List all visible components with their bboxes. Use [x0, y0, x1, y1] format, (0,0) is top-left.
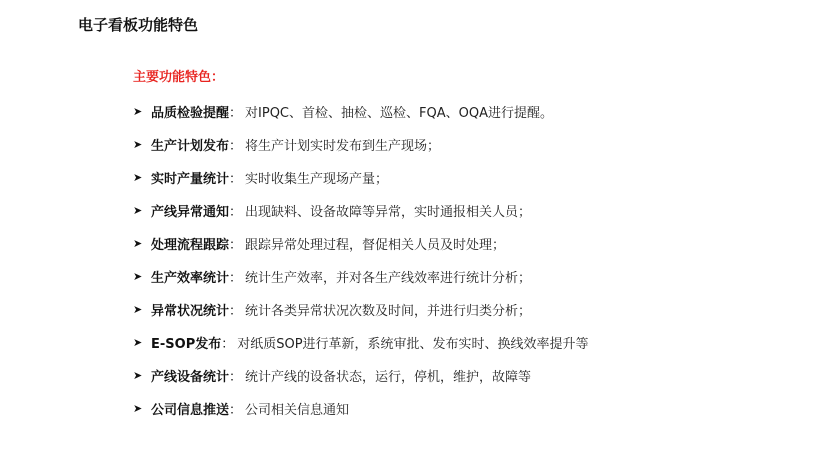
arrow-bullet-icon: ➤ — [133, 171, 143, 184]
feature-name: 实时产量统计 — [151, 172, 230, 187]
arrow-bullet-icon: ➤ — [133, 303, 143, 316]
feature-name: E-SOP发布 — [151, 337, 222, 352]
arrow-bullet-icon: ➤ — [133, 336, 143, 349]
feature-name: 产线设备统计 — [151, 370, 230, 385]
feature-description: 对IPQC、首检、抽检、巡检、FQA、OQA进行提醒。 — [245, 106, 553, 121]
arrow-bullet-icon: ➤ — [133, 237, 143, 250]
list-item — [133, 359, 589, 392]
feature-description: 统计生产效率，并对各生产线效率进行统计分析； — [245, 271, 532, 286]
feature-name: 处理流程跟踪 — [151, 238, 230, 253]
feature-list — [133, 95, 589, 425]
feature-separator: ： — [229, 403, 243, 418]
arrow-bullet-icon: ➤ — [133, 204, 143, 217]
feature-description: 公司相关信息通知 — [245, 403, 350, 418]
list-item — [133, 128, 589, 161]
feature-separator: ： — [229, 238, 243, 253]
feature-separator: ： — [229, 304, 243, 319]
list-item — [133, 194, 589, 227]
feature-name: 产线异常通知 — [151, 205, 230, 220]
feature-separator: ： — [229, 139, 243, 154]
feature-description: 统计各类异常状况次数及时间，并进行归类分析； — [245, 304, 532, 319]
feature-name: 公司信息推送 — [151, 403, 230, 418]
feature-separator: ： — [229, 106, 243, 121]
feature-description: 统计产线的设备状态，运行，停机，维护，故障等 — [245, 370, 532, 385]
feature-separator: ： — [229, 205, 243, 220]
arrow-bullet-icon: ➤ — [133, 270, 143, 283]
list-item — [133, 227, 589, 260]
arrow-bullet-icon: ➤ — [133, 138, 143, 151]
feature-separator: ： — [229, 370, 243, 385]
list-item — [133, 293, 589, 326]
feature-description: 实时收集生产现场产量； — [245, 172, 389, 187]
feature-name: 生产计划发布 — [151, 139, 230, 154]
list-item — [133, 260, 589, 293]
feature-description: 跟踪异常处理过程，督促相关人员及时处理； — [245, 238, 506, 253]
feature-separator: ： — [229, 271, 243, 286]
feature-separator: ： — [221, 337, 235, 352]
section-heading: 主要功能特色： — [133, 70, 225, 85]
list-item — [133, 95, 589, 128]
feature-name: 异常状况统计 — [151, 304, 230, 319]
feature-name: 品质检验提醒 — [151, 106, 230, 121]
arrow-bullet-icon: ➤ — [133, 369, 143, 382]
feature-description: 对纸质SOP进行革新，系统审批、发布实时、换线效率提升等 — [237, 337, 589, 352]
feature-description: 出现缺料、设备故障等异常，实时通报相关人员； — [245, 205, 532, 220]
feature-name: 生产效率统计 — [151, 271, 230, 286]
arrow-bullet-icon: ➤ — [133, 105, 143, 118]
arrow-bullet-icon: ➤ — [133, 402, 143, 415]
list-item — [133, 326, 589, 359]
page-title: 电子看板功能特色 — [78, 16, 199, 34]
feature-separator: ： — [229, 172, 243, 187]
feature-description: 将生产计划实时发布到生产现场； — [245, 139, 441, 154]
list-item — [133, 161, 589, 194]
list-item — [133, 392, 589, 425]
